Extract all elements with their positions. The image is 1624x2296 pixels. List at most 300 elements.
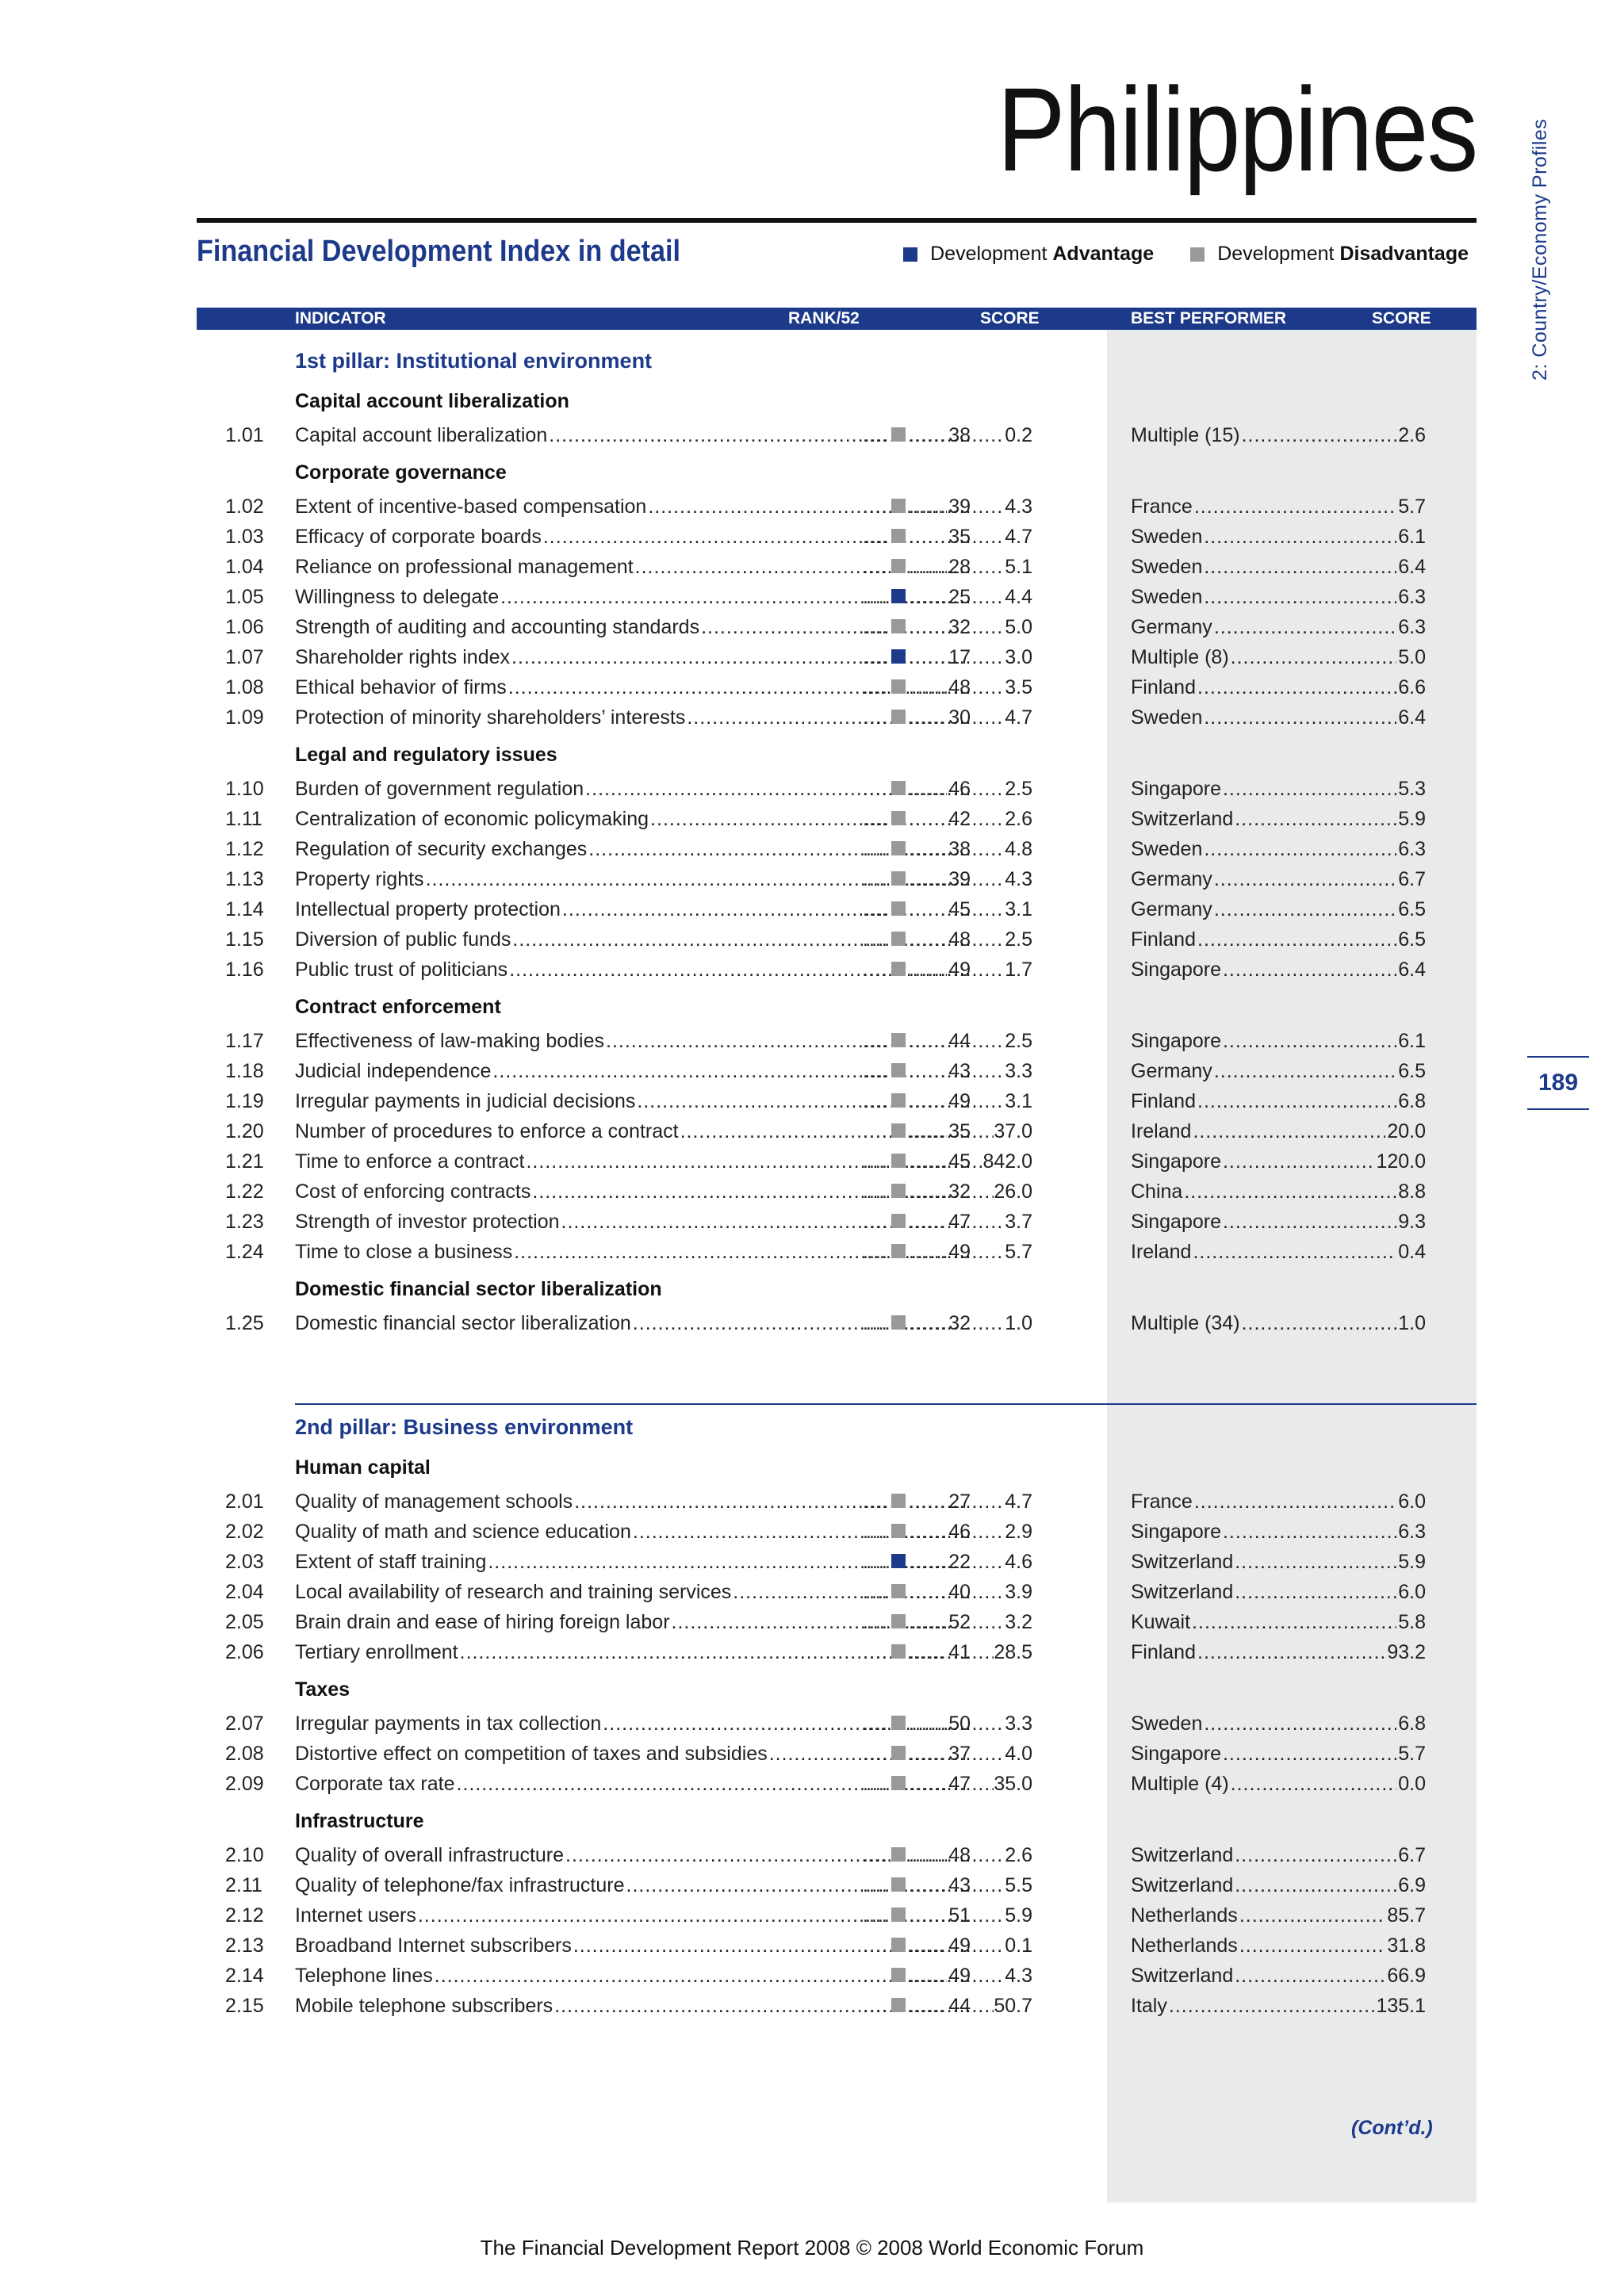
score-value: 1.7 [1005, 959, 1032, 981]
rank-value: 47 [948, 1211, 971, 1233]
best-performer-cell [1131, 1177, 1426, 1207]
score-cell [909, 1607, 1032, 1637]
disadvantage-marker [891, 499, 906, 513]
disadvantage-marker [891, 1244, 906, 1258]
best-performer-cell [1131, 582, 1426, 612]
best-performer-cell [1131, 1517, 1426, 1547]
score-cell [909, 1577, 1032, 1607]
table-header [197, 308, 1477, 330]
indicator-number: 2.09 [225, 1773, 264, 1795]
disadvantage-marker [891, 871, 906, 886]
rank-value: 41 [948, 1641, 971, 1663]
indicator-number: 1.12 [225, 838, 264, 860]
best-performer-score: 6.0 [1398, 1581, 1426, 1603]
best-performer-cell [1131, 864, 1426, 894]
best-performer-name: Finland [1131, 1090, 1196, 1112]
legend-disadvantage-label: Development Disadvantage [1217, 243, 1469, 265]
rank-value: 35 [948, 1120, 971, 1142]
disadvantage-marker [891, 781, 906, 795]
indicator-name: Strength of investor protection [295, 1211, 560, 1233]
best-performer-score: 6.5 [1398, 1060, 1426, 1082]
indicator-name: Diversion of public funds [295, 928, 511, 951]
indicator-number: 1.07 [225, 646, 264, 668]
table-row [0, 672, 1624, 702]
indicator-name: Corporate tax rate [295, 1773, 455, 1795]
score-cell [909, 1177, 1032, 1207]
indicator-number: 1.01 [225, 424, 264, 446]
group-title: Infrastructure [295, 1810, 424, 1832]
best-performer-name: Switzerland [1131, 808, 1234, 830]
table-row [0, 1577, 1624, 1607]
score-value: 4.7 [1005, 706, 1032, 729]
best-performer-cell [1131, 552, 1426, 582]
score-cell [909, 1237, 1032, 1267]
best-performer-score: 6.3 [1398, 1521, 1426, 1543]
score-value: 0.2 [1005, 424, 1032, 446]
score-cell [909, 1086, 1032, 1116]
rank-value: 51 [948, 1904, 971, 1927]
table-row [0, 1237, 1624, 1267]
score-cell [909, 1146, 1032, 1177]
indicator-number: 1.09 [225, 706, 264, 729]
indicator-name: Centralization of economic policymaking [295, 808, 649, 830]
rank-value: 49 [948, 1090, 971, 1112]
disadvantage-marker [891, 841, 906, 855]
rank-value: 39 [948, 496, 971, 518]
rank-value: 50 [948, 1712, 971, 1735]
best-performer-cell [1131, 1086, 1426, 1116]
best-performer-name: Sweden [1131, 526, 1203, 548]
score-cell [909, 522, 1032, 552]
best-performer-score: 0.4 [1398, 1241, 1426, 1263]
indicator-number: 2.05 [225, 1611, 264, 1633]
best-performer-name: Switzerland [1131, 1965, 1234, 1987]
table-row [0, 1056, 1624, 1086]
best-performer-name: Germany [1131, 1060, 1212, 1082]
indicator-number: 2.01 [225, 1490, 264, 1513]
best-performer-cell [1131, 1487, 1426, 1517]
score-cell [909, 1961, 1032, 1991]
table-row [0, 1207, 1624, 1237]
legend-advantage-label: Development Advantage [930, 243, 1155, 265]
best-performer-name: Sweden [1131, 556, 1203, 578]
rank-value: 39 [948, 868, 971, 890]
table-row [0, 642, 1624, 672]
best-performer-cell [1131, 642, 1426, 672]
score-value: 3.7 [1005, 1211, 1032, 1233]
table-row [0, 420, 1624, 450]
indicator-name: Tertiary enrollment [295, 1641, 458, 1663]
score-cell [909, 702, 1032, 733]
best-performer-score: 6.3 [1398, 586, 1426, 608]
score-cell [909, 552, 1032, 582]
score-value: 4.3 [1005, 496, 1032, 518]
disadvantage-marker [891, 901, 906, 916]
score-cell [909, 582, 1032, 612]
best-performer-name: Italy [1131, 1995, 1167, 2017]
best-performer-name: Sweden [1131, 838, 1203, 860]
indicator-name: Quality of math and science education [295, 1521, 631, 1543]
indicator-name: Willingness to delegate [295, 586, 500, 608]
table-row [0, 864, 1624, 894]
best-performer-name: Kuwait [1131, 1611, 1191, 1633]
score-cell [909, 1547, 1032, 1577]
indicator-number: 1.23 [225, 1211, 264, 1233]
disadvantage-marker [891, 1154, 906, 1168]
rank-value: 38 [948, 838, 971, 860]
best-performer-cell [1131, 924, 1426, 955]
score-value: 4.3 [1005, 1965, 1032, 1987]
disadvantage-marker [891, 619, 906, 633]
best-performer-score: 6.5 [1398, 928, 1426, 951]
score-value: 5.9 [1005, 1904, 1032, 1927]
rank-value: 17 [948, 646, 971, 668]
disadvantage-swatch [1190, 247, 1205, 262]
disadvantage-marker [891, 1614, 906, 1628]
score-cell [909, 955, 1032, 985]
indicator-number: 2.06 [225, 1641, 264, 1663]
rank-value: 30 [948, 706, 971, 729]
table-row [0, 1517, 1624, 1547]
rank-value: 46 [948, 778, 971, 800]
best-performer-cell [1131, 955, 1426, 985]
score-cell [909, 1991, 1032, 2021]
continued-note: (Cont’d.) [1351, 2117, 1433, 2139]
indicator-name: Mobile telephone subscribers [295, 1995, 553, 2017]
indicator-name: Number of procedures to enforce a contract [295, 1120, 679, 1142]
indicator-name: Internet users [295, 1904, 416, 1927]
table-row [0, 1870, 1624, 1900]
score-value: 3.9 [1005, 1581, 1032, 1603]
best-performer-cell [1131, 1308, 1426, 1338]
best-performer-score: 6.8 [1398, 1090, 1426, 1112]
rank-value: 22 [948, 1551, 971, 1573]
indicator-name: Effectiveness of law-making bodies [295, 1030, 605, 1052]
indicator-number: 1.16 [225, 959, 264, 981]
rank-value: 44 [948, 1030, 971, 1052]
indicator-number: 2.14 [225, 1965, 264, 1987]
group-title: Capital account liberalization [295, 390, 569, 412]
best-performer-name: Singapore [1131, 1743, 1221, 1765]
side-section-label: 2: Country/Economy Profiles [1529, 118, 1551, 381]
indicator-number: 1.08 [225, 676, 264, 698]
indicator-number: 1.20 [225, 1120, 264, 1142]
indicator-name: Property rights [295, 868, 424, 890]
best-performer-score: 5.3 [1398, 778, 1426, 800]
table-row [0, 1146, 1624, 1177]
rank-value: 32 [948, 1312, 971, 1334]
advantage-marker [891, 1554, 906, 1568]
indicator-number: 1.17 [225, 1030, 264, 1052]
best-performer-cell [1131, 1637, 1426, 1667]
disadvantage-marker [891, 1315, 906, 1330]
disadvantage-marker [891, 962, 906, 976]
indicator-name: Telephone lines [295, 1965, 433, 1987]
disadvantage-marker [891, 1584, 906, 1598]
disadvantage-marker [891, 1716, 906, 1730]
title-rule [197, 218, 1477, 223]
rank-value: 45 [948, 1150, 971, 1173]
disadvantage-marker [891, 1184, 906, 1198]
best-performer-score: 5.8 [1398, 1611, 1426, 1633]
best-performer-cell [1131, 1900, 1426, 1931]
score-value: 5.0 [1005, 616, 1032, 638]
score-value: 4.6 [1005, 1551, 1032, 1573]
score-value: 37.0 [994, 1120, 1032, 1142]
legend [903, 243, 1469, 266]
table-row [0, 702, 1624, 733]
score-value: 1.0 [1005, 1312, 1032, 1334]
indicator-name: Local availability of research and training services [295, 1581, 732, 1603]
best-performer-score: 8.8 [1398, 1181, 1426, 1203]
best-performer-name: Germany [1131, 616, 1212, 638]
best-performer-score: 6.6 [1398, 676, 1426, 698]
best-performer-score: 6.3 [1398, 616, 1426, 638]
table-row [0, 955, 1624, 985]
best-performer-name: Singapore [1131, 778, 1221, 800]
indicator-number: 1.11 [225, 808, 262, 830]
score-value: 2.5 [1005, 1030, 1032, 1052]
best-performer-name: Ireland [1131, 1120, 1192, 1142]
indicator-number: 1.22 [225, 1181, 264, 1203]
score-cell [909, 672, 1032, 702]
best-performer-cell [1131, 1207, 1426, 1237]
best-performer-score: 5.7 [1398, 1743, 1426, 1765]
header-best-performer: BEST PERFORMER [1131, 309, 1287, 327]
table-row [0, 1607, 1624, 1637]
disadvantage-marker [891, 1494, 906, 1508]
rank-value: 43 [948, 1874, 971, 1896]
indicator-number: 1.24 [225, 1241, 264, 1263]
header-score: SCORE [980, 309, 1040, 327]
score-value: 3.3 [1005, 1712, 1032, 1735]
best-performer-cell [1131, 1769, 1426, 1799]
best-performer-score: 93.2 [1387, 1641, 1426, 1663]
best-performer-score: 5.9 [1398, 1551, 1426, 1573]
group-title: Contract enforcement [295, 996, 501, 1018]
disadvantage-marker [891, 932, 906, 946]
best-performer-cell [1131, 1547, 1426, 1577]
rank-value: 42 [948, 808, 971, 830]
indicator-name: Protection of minority shareholders’ interests [295, 706, 686, 729]
score-cell [909, 894, 1032, 924]
best-performer-name: France [1131, 1490, 1193, 1513]
best-performer-name: Singapore [1131, 959, 1221, 981]
indicator-number: 1.04 [225, 556, 264, 578]
disadvantage-marker [891, 710, 906, 724]
disadvantage-marker [891, 427, 906, 442]
best-performer-name: Singapore [1131, 1521, 1221, 1543]
indicator-name: Brain drain and ease of hiring foreign labor [295, 1611, 670, 1633]
best-performer-cell [1131, 1056, 1426, 1086]
best-performer-name: Sweden [1131, 586, 1203, 608]
score-value: 3.2 [1005, 1611, 1032, 1633]
indicator-number: 1.21 [225, 1150, 264, 1173]
indicator-number: 1.18 [225, 1060, 264, 1082]
best-performer-name: Netherlands [1131, 1934, 1238, 1957]
best-performer-name: Finland [1131, 676, 1196, 698]
score-value: 3.0 [1005, 646, 1032, 668]
group-title: Legal and regulatory issues [295, 744, 557, 766]
indicator-name: Domestic financial sector liberalization [295, 1312, 631, 1334]
table-row [0, 582, 1624, 612]
best-performer-name: Finland [1131, 928, 1196, 951]
score-cell [909, 924, 1032, 955]
indicator-name: Efficacy of corporate boards [295, 526, 542, 548]
disadvantage-marker [891, 529, 906, 543]
best-performer-score: 5.0 [1398, 646, 1426, 668]
page-footer: The Financial Development Report 2008 © 2008 World Economic Forum [480, 2236, 1144, 2260]
rank-value: 48 [948, 1844, 971, 1866]
table-row [0, 522, 1624, 552]
table-row [0, 1487, 1624, 1517]
indicator-number: 2.11 [225, 1874, 262, 1896]
disadvantage-marker [891, 679, 906, 694]
score-cell [909, 864, 1032, 894]
score-cell [909, 612, 1032, 642]
table-row [0, 552, 1624, 582]
best-performer-name: Germany [1131, 898, 1212, 920]
table-row [0, 1177, 1624, 1207]
rank-value: 38 [948, 424, 971, 446]
score-cell [909, 1056, 1032, 1086]
score-cell [909, 1487, 1032, 1517]
country-title: Philippines [997, 63, 1477, 196]
best-performer-cell [1131, 1577, 1426, 1607]
score-cell [909, 420, 1032, 450]
indicator-number: 2.03 [225, 1551, 264, 1573]
score-cell [909, 1308, 1032, 1338]
score-value: 3.3 [1005, 1060, 1032, 1082]
pillar-title: 1st pillar: Institutional environment [295, 349, 653, 373]
table-row [0, 1961, 1624, 1991]
table-row [0, 1308, 1624, 1338]
best-performer-score: 31.8 [1387, 1934, 1426, 1957]
indicator-name: Time to close a business [295, 1241, 513, 1263]
score-value: 3.5 [1005, 676, 1032, 698]
score-cell [909, 1900, 1032, 1931]
score-value: 4.8 [1005, 838, 1032, 860]
best-performer-score: 6.3 [1398, 838, 1426, 860]
score-value: 4.7 [1005, 526, 1032, 548]
disadvantage-marker [891, 1063, 906, 1077]
best-performer-cell [1131, 1146, 1426, 1177]
best-performer-score: 6.7 [1398, 868, 1426, 890]
indicator-number: 2.07 [225, 1712, 264, 1735]
indicator-number: 1.15 [225, 928, 264, 951]
best-performer-cell [1131, 804, 1426, 834]
rank-value: 52 [948, 1611, 971, 1633]
score-cell [909, 1870, 1032, 1900]
table-row [0, 924, 1624, 955]
best-performer-score: 5.9 [1398, 808, 1426, 830]
indicator-name: Extent of staff training [295, 1551, 487, 1573]
score-cell [909, 834, 1032, 864]
header-rank: RANK/52 [788, 309, 860, 327]
rank-value: 45 [948, 898, 971, 920]
best-performer-name: Switzerland [1131, 1551, 1234, 1573]
score-value: 842.0 [982, 1150, 1032, 1173]
indicator-number: 1.14 [225, 898, 264, 920]
score-cell [909, 642, 1032, 672]
rank-value: 49 [948, 1934, 971, 1957]
rank-value: 44 [948, 1995, 971, 2017]
section-heading: Financial Development Index in detail [197, 235, 681, 268]
indicator-number: 2.15 [225, 1995, 264, 2017]
best-performer-score: 6.4 [1398, 959, 1426, 981]
score-cell [909, 1026, 1032, 1056]
score-value: 2.5 [1005, 778, 1032, 800]
header-best-score: SCORE [1372, 309, 1431, 327]
advantage-marker [891, 589, 906, 603]
best-performer-name: Multiple (15) [1131, 424, 1240, 446]
score-value: 35.0 [994, 1773, 1032, 1795]
score-value: 50.7 [994, 1995, 1032, 2017]
score-cell [909, 804, 1032, 834]
score-value: 4.0 [1005, 1743, 1032, 1765]
indicator-name: Time to enforce a contract [295, 1150, 525, 1173]
indicator-name: Quality of overall infrastructure [295, 1844, 565, 1866]
score-value: 28.5 [994, 1641, 1032, 1663]
score-value: 26.0 [994, 1181, 1032, 1203]
score-value: 5.5 [1005, 1874, 1032, 1896]
rank-value: 37 [948, 1743, 971, 1765]
best-performer-name: Netherlands [1131, 1904, 1238, 1927]
table-row [0, 804, 1624, 834]
rank-value: 27 [948, 1490, 971, 1513]
score-value: 2.9 [1005, 1521, 1032, 1543]
table-row [0, 1840, 1624, 1870]
disadvantage-marker [891, 1847, 906, 1862]
best-performer-cell [1131, 1991, 1426, 2021]
indicator-number: 1.19 [225, 1090, 264, 1112]
disadvantage-marker [891, 1746, 906, 1760]
group-title: Corporate governance [295, 461, 507, 484]
indicator-name: Regulation of security exchanges [295, 838, 588, 860]
indicator-name: Irregular payments in judicial decisions [295, 1090, 636, 1112]
best-performer-cell [1131, 1607, 1426, 1637]
score-cell [909, 1739, 1032, 1769]
best-performer-cell [1131, 1840, 1426, 1870]
indicator-number: 1.06 [225, 616, 264, 638]
indicator-name: Judicial independence [295, 1060, 492, 1082]
best-performer-cell [1131, 1237, 1426, 1267]
advantage-swatch [903, 247, 917, 262]
best-performer-name: Multiple (8) [1131, 646, 1229, 668]
disadvantage-marker [891, 1123, 906, 1138]
table-row [0, 1900, 1624, 1931]
best-performer-name: Switzerland [1131, 1844, 1234, 1866]
indicator-number: 1.03 [225, 526, 264, 548]
table-row [0, 834, 1624, 864]
header-indicator: INDICATOR [295, 309, 386, 327]
rank-value: 49 [948, 1965, 971, 1987]
score-value: 2.6 [1005, 1844, 1032, 1866]
score-cell [909, 1637, 1032, 1667]
score-cell [909, 1116, 1032, 1146]
indicator-name: Shareholder rights index [295, 646, 510, 668]
group-title: Domestic financial sector liberalization [295, 1278, 662, 1300]
rank-value: 48 [948, 928, 971, 951]
indicator-name: Cost of enforcing contracts [295, 1181, 531, 1203]
score-cell [909, 1931, 1032, 1961]
rank-value: 49 [948, 1241, 971, 1263]
score-cell [909, 1840, 1032, 1870]
best-performer-score: 6.1 [1398, 526, 1426, 548]
rank-value: 32 [948, 616, 971, 638]
indicator-number: 1.10 [225, 778, 264, 800]
best-performer-name: Finland [1131, 1641, 1196, 1663]
